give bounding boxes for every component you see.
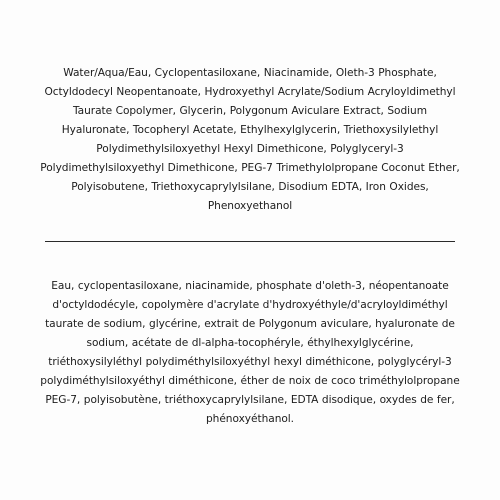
section-divider bbox=[45, 241, 455, 242]
ingredients-french: Eau, cyclopentasiloxane, niacinamide, phosphate d'oleth-3, néopentanoate d'octyldodécyle, copolymère d'acrylate d'hydroxyéthyle/d'acryloyldiméthyl taurate de sodium, glycérine, extrait de Polygonum aviculare, hyaluronate de sodium, acétate de dl-alpha-tocophéryle, éthylhexylglycérine, triéthoxysilyléthyl polydiméthylsiloxyéthyl hexyl diméthicone, polyglycéryl-3 polydiméthylsiloxyéthyl diméthicone, éther de noix de coco triméthylolpropane PEG-7, polyisobutène, triéthoxycaprylylsilane, EDTA disodique, oxydes de fer, phénoxyéthanol. bbox=[40, 280, 460, 425]
ingredients-english: Water/Aqua/Eau, Cyclopentasiloxane, Niacinamide, Oleth-3 Phosphate, Octyldodecyl Neopentanoate, Hydroxyethyl Acrylate/Sodium Acryloyldimethyl Taurate Copolymer, Glycerin, Polygonum Aviculare Extract, Sodium Hyaluronate, Tocopheryl Acetate, Ethylhexylglycerin, Triethoxysilylethyl Polydimethylsiloxyethyl Hexyl Dimethicone, Polyglyceryl-3 Polydimethylsiloxyethyl Dimethicone, PEG-7 Trimethylolpropane Coconut Ether, Polyisobutene, Triethoxycaprylylsilane, Disodium EDTA, Iron Oxides, Phenoxyethanol bbox=[40, 67, 460, 212]
